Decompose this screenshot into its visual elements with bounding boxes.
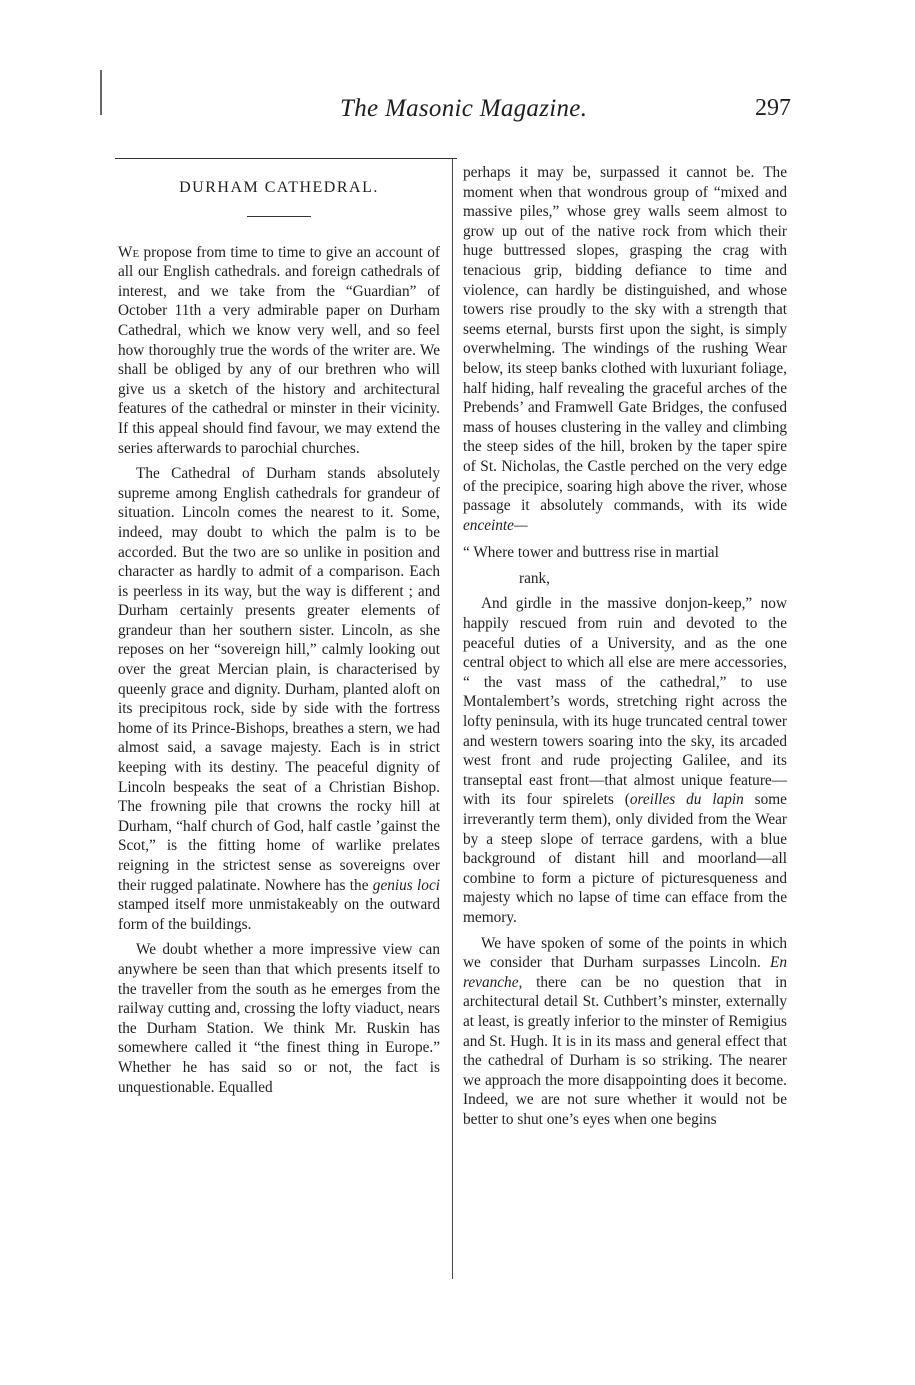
header-rule [115,158,457,159]
paragraph [118,243,440,459]
paragraph-text: there can be no question that in architectural detail St. Cuthbert’s minster, externally at least, is greatly inferior to the minster of Remigius and St. Hugh. It is in its mass and general effect that the cathedral of Durham is so striking. The nearer we approach the more disappointing does it become. Indeed, we are not sure whether it would not be better to shut one’s eyes when one begins [463,973,787,1128]
quote-line: rank, [519,569,551,587]
paragraph-text: And girdle in the massive donjon-keep,” now happily rescued from ruin and devoted to the peaceful duties of a University, and as the one central object to which all else are mere accessories, “ the vast mass of the cathedral,” to use Montalembert’s words, stretching right across the lofty peninsula, with its huge truncated central tower and western towers soaring into the sky, its arcaded west front and rude projecting Galilee, and its transeptal east front—that almost unique feature—with its four spirelets ( [463,595,787,809]
paragraph-text: We have spoken of some of the points in which we consider that Durham surpasses Lincoln. [463,934,787,972]
italic-phrase: En revanche, [463,954,787,991]
paragraph-text: stamped itself more unmistakeably on the outward form of the buildings. [118,896,440,933]
column-divider [452,159,453,1279]
paragraph [463,934,787,1130]
italic-phrase: oreilles du lapin [629,791,744,809]
left-column [118,178,440,1097]
paragraph [463,594,787,927]
quote-line: “ Where tower and buttress rise in martial [463,544,719,562]
page-number: 297 [755,95,791,121]
right-column [463,163,787,1130]
paragraph [118,464,440,934]
paragraph-text: The Cathedral of Durham stands absolutely supreme among English cathedrals for grandeur of situation. Lincoln comes the nearest to it. Some, indeed, may doubt to which the palm is to be accorded. But the two are so unlike in position and character as hardly to admit of a comparison. Each is peerless in its way, but the way is different ; and Durham certainly presents greater elements of grandeur than her southern sister. Lincoln, as she reposes on her “sovereign hill,” calmly looking out over the great Mercian plain, is characterised by queenly grace and dignity. Durham, planted aloft on its precipitous rock, side by side with the fortress home of its Prince-Bishops, breathes a stern, we had almost said, a savage majesty. Each is in strict keeping with its destiny. The peaceful dignity of Lincoln bespeaks the seat of a Christian Bishop. The frowning pile that crowns the rocky hill at Durham, “half church of God, half castle ’gainst the Scot,” is the fitting home of warlike prelates reigning in the strictest sense as sovereigns over their rugged palatinate. Nowhere has the [118,465,440,894]
paragraph-text: perhaps it may be, surpassed it cannot be. The moment when that wondrous group of “mixed and massive piles,” whose grey walls seem almost to grow up out of the native rock from which their huge buttressed slopes, grasping the crag with tenacious grip, bidding defiance to time and violence, can hardly be distinguished, and whose towers rise proudly to the sky with a strength that seems eternal, bursts first upon the sight, is simply overwhelming. The windings of the rushing Wear below, its steep banks clothed with luxuriant foliage, half hiding, half revealing the graceful arches of the Prebends’ and Framwell Gate Bridges, the confused mass of houses clustering in the valley and climbing the steep sides of the hill, broken by the taper spire of St. Nicholas, the Castle perched on the very edge of the precipice, soaring high above the river, whose passage it absolutely commands, with its wide [463,164,787,515]
paragraph-text: propose from time to time to give an account of all our English cathedrals. and foreign cathedrals of interest, and we take from the “Guardian” of October 11th a very admirable paper on Durham Cathedral, which we know very well, and so feel how thoroughly true the words of the writer are. We shall be obliged by any of our brethren who will give us a sketch of the history and architectural features of the cathedral or minster in their vicinity. If this appeal should find favour, we may extend the series afterwards to parochial churches. [118,243,440,457]
verse-quote [463,543,787,588]
paragraph [463,163,787,535]
title-rule [247,216,311,217]
paragraph: We doubt whether a more impressive view can anywhere be seen than that which presents itself to the traveller from the south as he emerges from the railway cutting and, crossing the lofty viaduct, nears the Durham Station. We think Mr. Ruskin has somewhere called it “the finest thing in Europe.” Whether he has said so or not, the fact is unquestionable. Equalled [118,941,440,1096]
magazine-title: The Masonic Magazine. [340,95,588,122]
article-title: DURHAM CATHEDRAL. [179,179,379,196]
running-header [0,95,915,135]
dropcap-word: We [118,243,140,261]
paragraph-text: some irreverantly term them), only divided from the Wear by a steep slope of terrace gardens, with a blue background of distant hill and moorland—all combine to form a picture of picturesqueness and majesty which no lapse of time can efface from the memory. [463,791,787,926]
italic-phrase: enceinte— [463,516,528,534]
italic-phrase: genius loci [372,876,440,894]
